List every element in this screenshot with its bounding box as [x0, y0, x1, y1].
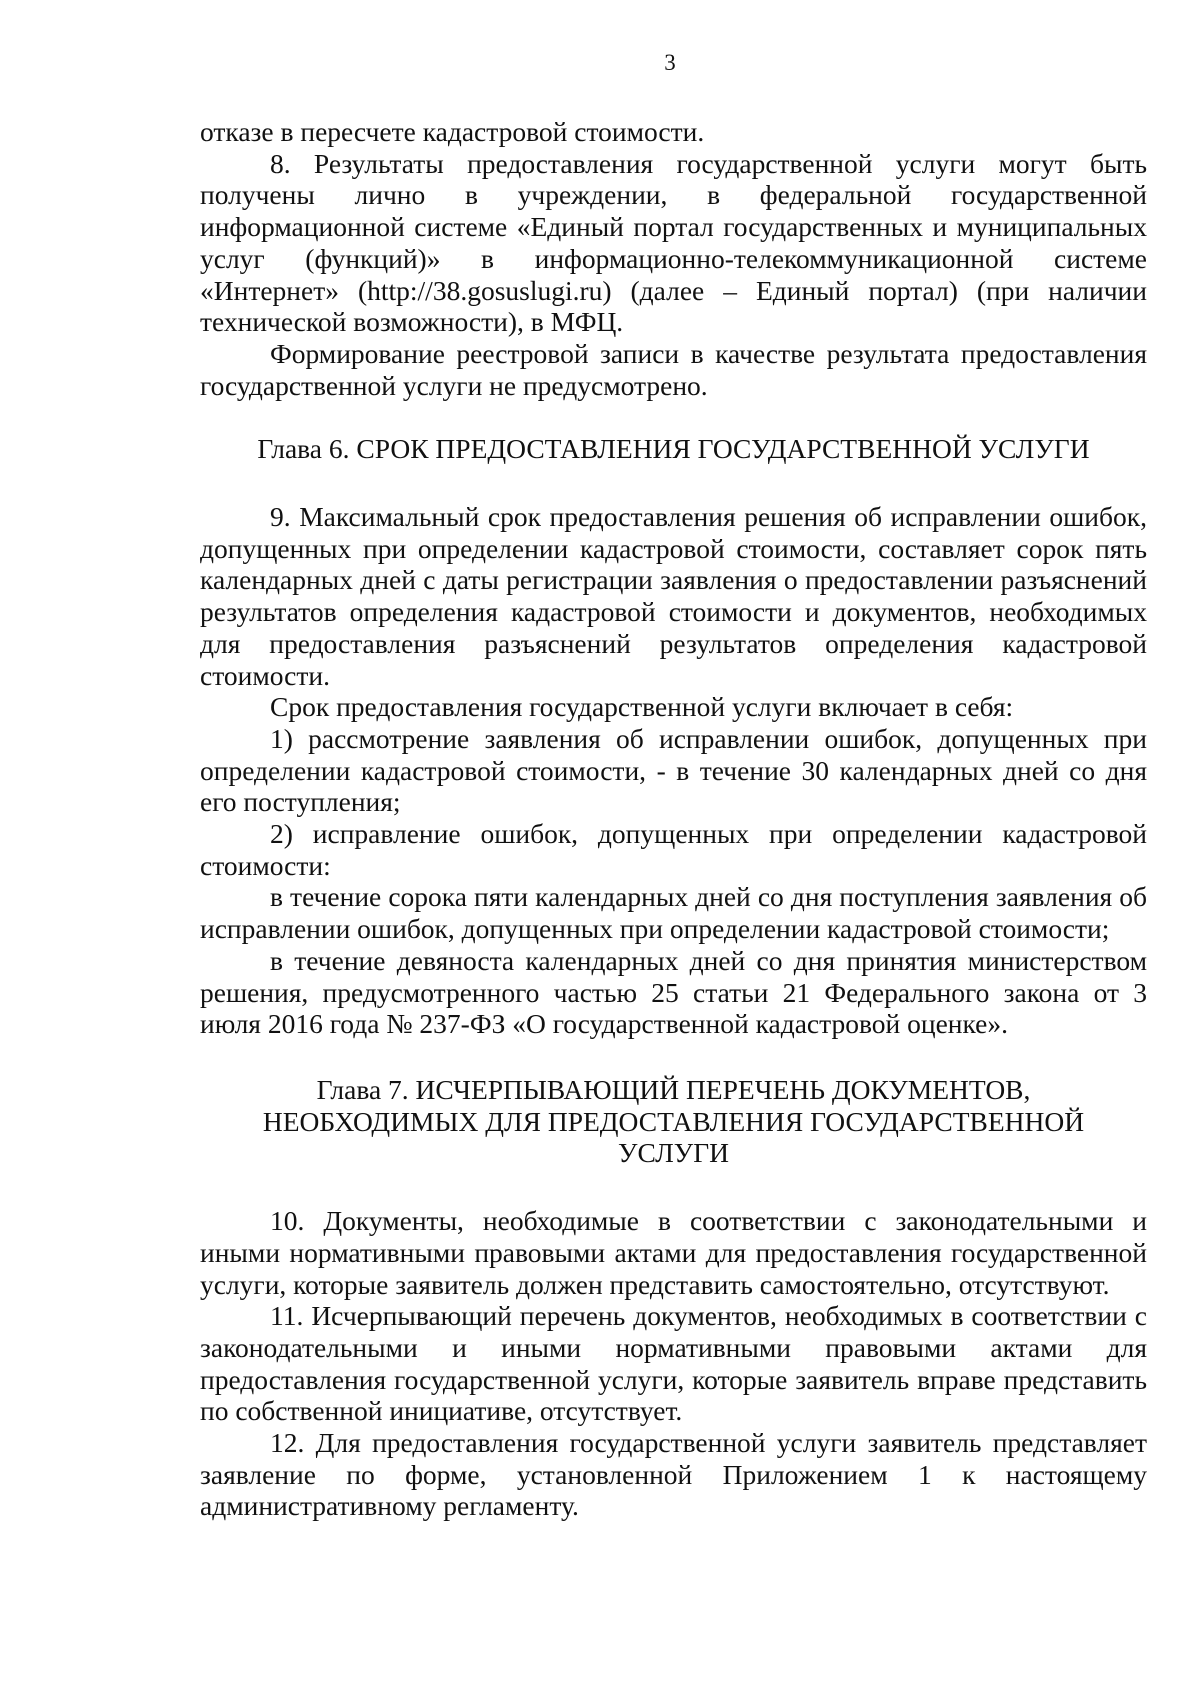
list-item-1: 1) рассмотрение заявления об исправлении ошибок, допущенных при определении кадастровой стоимости, - в течение 30 календарных дней со дня его поступления; — [200, 722, 1147, 818]
section-chapter-6 — [200, 501, 1147, 1040]
chapter-7-heading-line: Глава 7. ИСЧЕРПЫВАЮЩИЙ ПЕРЕЧЕНЬ ДОКУМЕНТОВ, — [316, 1073, 1031, 1105]
chapter-7-heading-line: НЕОБХОДИМЫХ ДЛЯ ПРЕДОСТАВЛЕНИЯ ГОСУДАРСТВЕННОЙ — [262, 1105, 1085, 1137]
list-item-2: 2) исправление ошибок, допущенных при определении кадастровой стоимости: — [200, 818, 1147, 881]
paragraph-term-includes: Срок предоставления государственной услуги включает в себя: — [270, 691, 1014, 723]
paragraph-continuation: отказе в пересчете кадастровой стоимости. — [200, 116, 705, 147]
chapter-7-heading-line: УСЛУГИ — [617, 1137, 729, 1169]
paragraph-registry-record: Формирование реестровой записи в качестве результата предоставления государственной услуги не предусмотрено. — [200, 337, 1147, 401]
list-item-2-sub-2: в течение девяноста календарных дней со дня принятия министерством решения, предусмотренного частью 25 статьи 21 Федерального закона от 3 июля 2016 года № 237-ФЗ «О государственной кадастровой оценке». — [200, 944, 1147, 1040]
list-item-2-sub-1: в течение сорока пяти календарных дней со дня поступления заявления об исправлении ошибок, допущенных при определении кадастровой стоимости; — [200, 881, 1147, 945]
paragraph-8: 8. Результаты предоставления государственной услуги могут быть получены лично в учреждении, в федеральной государственной информационной системе «Единый портал государственных и муниципальных услуг (функций)» в информационно-телекоммуникационной системе «Интернет» (http://38.gosuslugi.ru) (далее – Единый портал) (при наличии технической возможности), в МФЦ. — [200, 147, 1147, 338]
paragraph-12: 12. Для предоставления государственной услуги заявитель представляет заявление по форме, установленной Приложением 1 к настоящему административному регламенту. — [200, 1427, 1147, 1522]
document-body — [200, 116, 1147, 1522]
page-number: 3 — [664, 50, 676, 75]
paragraph-10: 10. Документы, необходимые в соответствии с законодательными и иными нормативными правовыми актами для предоставления государственной услуги, которые заявитель должен представить самостоятельно, отсутствуют. — [200, 1205, 1147, 1300]
section-intro — [200, 116, 1147, 401]
chapter-6-heading: Глава 6. СРОК ПРЕДОСТАВЛЕНИЯ ГОСУДАРСТВЕННОЙ УСЛУГИ — [257, 433, 1090, 465]
chapter-7-heading — [200, 1074, 1147, 1169]
paragraph-11: 11. Исчерпывающий перечень документов, необходимых в соответствии с законодательными и иными нормативными правовыми актами для предоставления государственной услуги, которые заявитель вправе представить по собственной инициативе, отсутствует. — [200, 1300, 1147, 1427]
section-chapter-7 — [200, 1205, 1147, 1522]
paragraph-9: 9. Максимальный срок предоставления решения об исправлении ошибок, допущенных при определении кадастровой стоимости, составляет сорок пять календарных дней с даты регистрации заявления о предоставлении разъяснений результатов определения кадастровой стоимости и документов, необходимых для предоставления разъяснений результатов определения кадастровой стоимости. — [200, 501, 1147, 691]
